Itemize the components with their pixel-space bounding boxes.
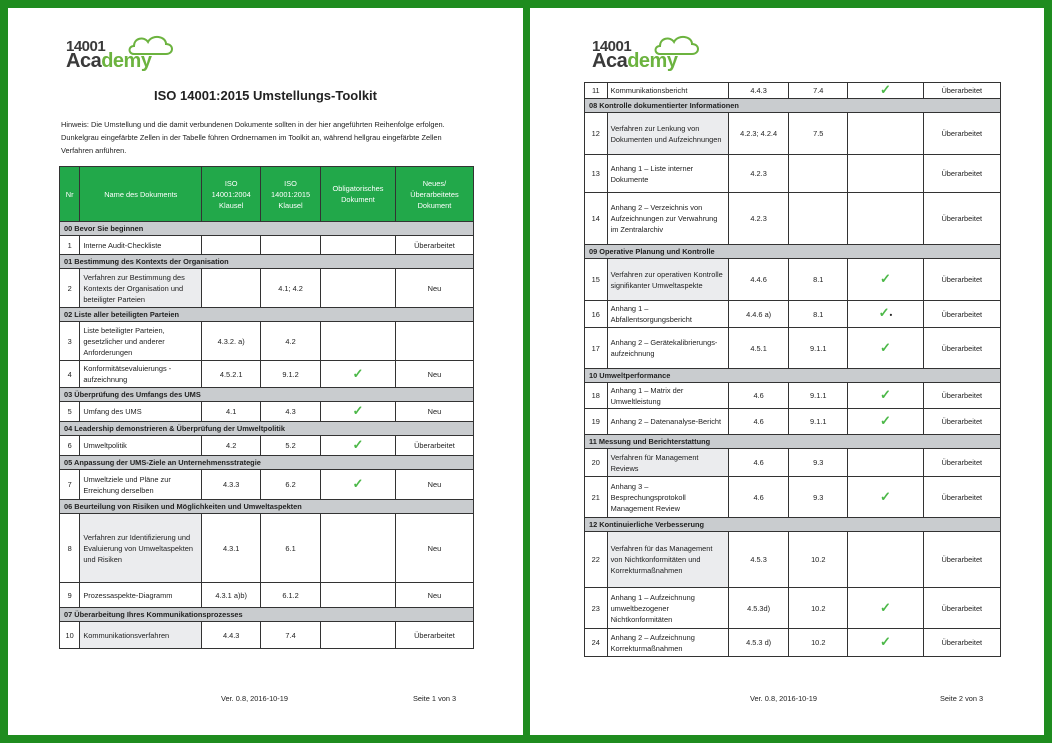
table-row	[585, 193, 1001, 245]
document-name: Verfahren zur Identifizierung und Evaluierung von Umweltaspekten und Risiken	[80, 514, 202, 583]
document-name: Interne Audit-Checkliste	[80, 236, 202, 255]
header-mandatory: Obligatorisches Dokument	[321, 167, 396, 222]
row-number: 23	[585, 588, 608, 629]
mandatory-cell	[848, 588, 923, 629]
status-cell: Überarbeitet	[923, 113, 1000, 155]
iso2015-clause: 4.3	[261, 402, 321, 422]
document-name: Verfahren für das Management von Nichtkonformitäten und Korrekturmaßnahmen	[607, 532, 728, 588]
document-name: Anhang 2 – Aufzeichnung Korrekturmaßnahmen	[607, 629, 728, 657]
iso2004-clause: 4.4.6	[729, 259, 789, 301]
iso2015-clause: 10.2	[789, 629, 848, 657]
document-name: Umweltziele und Pläne zur Erreichung derselben	[80, 470, 202, 500]
table-row	[585, 259, 1001, 301]
mandatory-cell	[321, 236, 396, 255]
status-cell: Neu	[395, 269, 473, 308]
header-iso2015: ISO 14001:2015 Klausel	[261, 167, 321, 222]
document-page-2	[530, 8, 1044, 735]
section-label: 09 Operative Planung und Kontrolle	[585, 245, 1001, 259]
mandatory-cell	[848, 629, 923, 657]
checkmark-icon: ✓	[879, 387, 891, 402]
table-row	[585, 629, 1001, 657]
logo-number: 14001	[592, 38, 632, 55]
section-label: 05 Anpassung der UMS-Ziele an Unternehmensstrategie	[60, 456, 474, 470]
checkmark-icon: ✓	[879, 634, 891, 649]
footer-page-number: Seite 1 von 3	[413, 694, 457, 703]
iso2015-clause: 9.1.1	[789, 409, 848, 435]
logo-word: Academy	[592, 50, 678, 72]
iso2004-clause: 4.2.3	[729, 193, 789, 245]
table-row	[585, 328, 1001, 369]
iso2004-clause: 4.2.3; 4.2.4	[729, 113, 789, 155]
document-table	[59, 166, 474, 649]
document-name: Anhang 3 – Besprechungsprotokoll Management Review	[607, 477, 728, 518]
mandatory-cell	[848, 383, 923, 409]
row-number: 10	[60, 622, 80, 649]
table-row	[585, 301, 1001, 328]
status-cell: Überarbeitet	[923, 83, 1000, 99]
academy-logo	[592, 38, 712, 78]
mandatory-cell	[321, 436, 396, 456]
mandatory-cell	[848, 259, 923, 301]
mandatory-cell	[321, 583, 396, 608]
status-cell: Neu	[395, 402, 473, 422]
mandatory-cell	[848, 409, 923, 435]
footer-page-number: Seite 2 von 3	[940, 694, 984, 703]
status-cell: Überarbeitet	[923, 588, 1000, 629]
iso2004-clause: 4.4.6 a)	[729, 301, 789, 328]
iso2015-clause: 4.1; 4.2	[261, 269, 321, 308]
table-row	[585, 383, 1001, 409]
iso2015-clause: 7.4	[261, 622, 321, 649]
row-number: 1	[60, 236, 80, 255]
section-label: 08 Kontrolle dokumentierter Informationen	[585, 99, 1001, 113]
instruction-note: Hinweis: Die Umstellung und die damit verbundenen Dokumente sollten in der hier angeführten Reihenfolge erfolgen. Dunkelgrau eingefärbte Zellen in der Tabelle führen Ordnernamen im Toolkit an, während hellgrau eingefärbte Zellen Verfahren anführen.	[61, 120, 445, 155]
iso2004-clause: 4.3.1	[202, 514, 261, 583]
row-number: 2	[60, 269, 80, 308]
iso2004-clause: 4.3.3	[202, 470, 261, 500]
section-row	[60, 422, 474, 436]
row-number: 5	[60, 402, 80, 422]
iso2004-clause: 4.5.3d)	[729, 588, 789, 629]
status-cell: Neu	[395, 361, 473, 388]
iso2015-clause: 9.1.1	[789, 383, 848, 409]
document-name: Kommunikationsverfahren	[80, 622, 202, 649]
status-cell: Überarbeitet	[923, 532, 1000, 588]
table-row	[60, 470, 474, 500]
section-row	[585, 245, 1001, 259]
iso2015-clause: 6.1.2	[261, 583, 321, 608]
document-name: Verfahren zur Bestimmung des Kontexts der Organisation und beteiligter Parteien	[80, 269, 202, 308]
section-row	[60, 222, 474, 236]
iso2015-clause: 9.1.2	[261, 361, 321, 388]
mandatory-cell	[848, 301, 923, 328]
row-number: 12	[585, 113, 608, 155]
logo-number: 14001	[66, 38, 106, 55]
note-marker: •	[889, 310, 893, 320]
mandatory-cell	[848, 477, 923, 518]
section-row	[585, 369, 1001, 383]
document-name: Umweltpolitik	[80, 436, 202, 456]
iso2004-clause: 4.4.3	[729, 83, 789, 99]
status-cell: Überarbeitet	[923, 259, 1000, 301]
iso2015-clause: 8.1	[789, 259, 848, 301]
iso2015-clause: 7.5	[789, 113, 848, 155]
document-name: Anhang 2 – Verzeichnis von Aufzeichnungen zur Verwahrung im Zentralarchiv	[607, 193, 728, 245]
table-row	[60, 236, 474, 255]
table-row	[60, 436, 474, 456]
iso2004-clause: 4.2	[202, 436, 261, 456]
row-number: 3	[60, 322, 80, 361]
status-cell: Überarbeitet	[923, 193, 1000, 245]
table-row	[585, 409, 1001, 435]
iso2015-clause: 5.2	[261, 436, 321, 456]
document-title: ISO 14001:2015 Umstellungs-Toolkit	[154, 88, 377, 103]
checkmark-icon: ✓	[352, 476, 364, 491]
table-row	[585, 83, 1001, 99]
row-number: 14	[585, 193, 608, 245]
mandatory-cell	[321, 402, 396, 422]
document-name: Verfahren zur operativen Kontrolle signifikanter Umweltaspekte	[607, 259, 728, 301]
checkmark-icon: ✓	[878, 305, 890, 321]
table-row	[60, 514, 474, 583]
status-cell: Überarbeitet	[923, 328, 1000, 369]
status-cell: Überarbeitet	[923, 477, 1000, 518]
checkmark-icon: ✓	[879, 82, 891, 97]
header-name: Name des Dokuments	[80, 167, 202, 222]
status-cell	[395, 322, 473, 361]
header-iso2004: ISO 14001:2004 Klausel	[202, 167, 261, 222]
mandatory-cell	[321, 269, 396, 308]
row-number: 22	[585, 532, 608, 588]
iso2004-clause: 4.4.3	[202, 622, 261, 649]
mandatory-cell	[848, 193, 923, 245]
row-number: 9	[60, 583, 80, 608]
mandatory-cell	[848, 449, 923, 477]
section-row	[585, 99, 1001, 113]
iso2004-clause: 4.6	[729, 383, 789, 409]
section-label: 12 Kontinuierliche Verbesserung	[585, 518, 1001, 532]
row-number: 24	[585, 629, 608, 657]
checkmark-icon: ✓	[352, 365, 364, 381]
row-number: 13	[585, 155, 608, 193]
iso2004-clause: 4.2.3	[729, 155, 789, 193]
checkmark-icon: ✓	[352, 403, 364, 418]
section-label: 04 Leadership demonstrieren & Überprüfung der Umweltpolitik	[60, 422, 474, 436]
mandatory-cell	[321, 622, 396, 649]
mandatory-cell	[848, 328, 923, 369]
section-row	[60, 608, 474, 622]
row-number: 11	[585, 83, 608, 99]
iso2015-clause: 6.1	[261, 514, 321, 583]
section-row	[60, 456, 474, 470]
document-name: Kommunikationsbericht	[607, 83, 728, 99]
section-label: 03 Überprüfung des Umfangs des UMS	[60, 388, 474, 402]
iso2004-clause: 4.5.3	[729, 532, 789, 588]
iso2004-clause: 4.6	[729, 449, 789, 477]
header-nr: Nr	[60, 167, 80, 222]
iso2015-clause: 9.3	[789, 477, 848, 518]
footer-version: Ver. 0.8, 2016-10-19	[750, 694, 817, 703]
section-label: 00 Bevor Sie beginnen	[60, 222, 474, 236]
academy-logo	[66, 38, 186, 78]
section-row	[60, 255, 474, 269]
section-label: 06 Beurteilung von Risiken und Möglichkeiten und Umweltaspekten	[60, 500, 474, 514]
iso2015-clause: 9.1.1	[789, 328, 848, 369]
section-label: 07 Überarbeitung Ihres Kommunikationsprozesses	[60, 608, 474, 622]
row-number: 21	[585, 477, 608, 518]
iso2015-clause: 4.2	[261, 322, 321, 361]
status-cell: Überarbeitet	[923, 629, 1000, 657]
row-number: 7	[60, 470, 80, 500]
document-name: Umfang des UMS	[80, 402, 202, 422]
status-cell: Überarbeitet	[923, 301, 1000, 328]
table-row	[60, 269, 474, 308]
row-number: 16	[585, 301, 608, 328]
iso2004-clause: 4.3.1 a)b)	[202, 583, 261, 608]
iso2004-clause	[202, 269, 261, 308]
table-row	[585, 113, 1001, 155]
document-name: Verfahren zur Lenkung von Dokumenten und Aufzeichnungen	[607, 113, 728, 155]
mandatory-cell	[848, 532, 923, 588]
section-label: 11 Messung und Berichterstattung	[585, 435, 1001, 449]
section-row	[60, 388, 474, 402]
row-number: 20	[585, 449, 608, 477]
document-name: Verfahren für Management Reviews	[607, 449, 728, 477]
row-number: 17	[585, 328, 608, 369]
document-name: Anhang 2 – Gerätekalibrierungs-aufzeichnung	[607, 328, 728, 369]
status-cell: Neu	[395, 514, 473, 583]
document-name: Anhang 1 – Aufzeichnung umweltbezogener Nichtkonformitäten	[607, 588, 728, 629]
iso2015-clause	[261, 236, 321, 255]
document-name: Anhang 1 – Abfallentsorgungsbericht	[607, 301, 728, 328]
document-name: Prozessaspekte-Diagramm	[80, 583, 202, 608]
checkmark-icon: ✓	[879, 488, 891, 504]
iso2015-clause: 9.3	[789, 449, 848, 477]
iso2015-clause: 6.2	[261, 470, 321, 500]
mandatory-cell	[848, 83, 923, 99]
table-row	[585, 449, 1001, 477]
document-page-1	[8, 8, 523, 735]
status-cell: Überarbeitet	[923, 449, 1000, 477]
iso2015-clause: 10.2	[789, 588, 848, 629]
document-name: Anhang 1 – Liste interner Dokumente	[607, 155, 728, 193]
checkmark-icon: ✓	[879, 413, 891, 428]
mandatory-cell	[848, 155, 923, 193]
section-label: 01 Bestimmung des Kontexts der Organisation	[60, 255, 474, 269]
row-number: 19	[585, 409, 608, 435]
iso2015-clause: 8.1	[789, 301, 848, 328]
section-row	[585, 518, 1001, 532]
section-row	[60, 308, 474, 322]
mandatory-cell	[321, 470, 396, 500]
iso2004-clause: 4.6	[729, 409, 789, 435]
header-status: Neues/Überarbeitetes Dokument	[395, 167, 473, 222]
iso2004-clause: 4.5.3 d)	[729, 629, 789, 657]
row-number: 15	[585, 259, 608, 301]
table-row	[60, 322, 474, 361]
iso2015-clause: 7.4	[789, 83, 848, 99]
table-row	[585, 532, 1001, 588]
checkmark-icon: ✓	[352, 437, 364, 452]
iso2015-clause: 10.2	[789, 532, 848, 588]
mandatory-cell	[321, 361, 396, 388]
document-name: Liste beteiligter Parteien, gesetzlicher und anderer Anforderungen	[80, 322, 202, 361]
status-cell: Überarbeitet	[923, 155, 1000, 193]
table-row	[585, 477, 1001, 518]
document-name: Anhang 1 – Matrix der Umweltleistung	[607, 383, 728, 409]
iso2004-clause: 4.1	[202, 402, 261, 422]
checkmark-icon: ✓	[879, 599, 891, 615]
iso2015-clause	[789, 155, 848, 193]
table-row	[60, 622, 474, 649]
iso2004-clause: 4.5.1	[729, 328, 789, 369]
logo-word: Academy	[66, 50, 152, 72]
document-table	[584, 82, 1001, 657]
table-row	[60, 361, 474, 388]
iso2004-clause: 4.6	[729, 477, 789, 518]
iso2004-clause: 4.5.2.1	[202, 361, 261, 388]
section-row	[585, 435, 1001, 449]
footer-version: Ver. 0.8, 2016-10-19	[221, 694, 288, 703]
table-row	[585, 588, 1001, 629]
section-label: 02 Liste aller beteiligten Parteien	[60, 308, 474, 322]
iso2004-clause: 4.3.2. a)	[202, 322, 261, 361]
mandatory-cell	[848, 113, 923, 155]
status-cell: Neu	[395, 583, 473, 608]
row-number: 6	[60, 436, 80, 456]
row-number: 8	[60, 514, 80, 583]
mandatory-cell	[321, 322, 396, 361]
section-row	[60, 500, 474, 514]
iso2015-clause	[789, 193, 848, 245]
table-row	[60, 583, 474, 608]
status-cell: Überarbeitet	[395, 236, 473, 255]
checkmark-icon: ✓	[879, 271, 891, 286]
document-name: Konformitätsevaluierungs -aufzeichnung	[80, 361, 202, 388]
status-cell: Überarbeitet	[395, 622, 473, 649]
status-cell: Überarbeitet	[923, 409, 1000, 435]
row-number: 4	[60, 361, 80, 388]
row-number: 18	[585, 383, 608, 409]
status-cell: Neu	[395, 470, 473, 500]
iso2004-clause	[202, 236, 261, 255]
status-cell: Überarbeitet	[923, 383, 1000, 409]
table-row	[585, 155, 1001, 193]
document-name: Anhang 2 – Datenanalyse-Bericht	[607, 409, 728, 435]
status-cell: Überarbeitet	[395, 436, 473, 456]
checkmark-icon: ✓	[879, 339, 891, 355]
section-label: 10 Umweltperformance	[585, 369, 1001, 383]
mandatory-cell	[321, 514, 396, 583]
table-row	[60, 402, 474, 422]
